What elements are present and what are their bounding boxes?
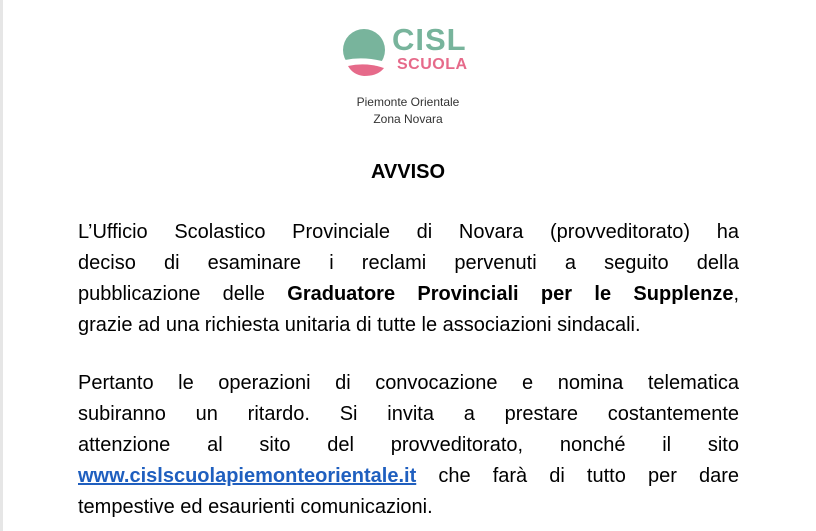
cisl-scuola-logo xyxy=(342,24,472,80)
region-line-1: Piemonte Orientale xyxy=(356,95,460,109)
cisl-logo-icon xyxy=(342,26,390,78)
website-link[interactable]: www.cislscuolapiemonteorientale.it xyxy=(78,465,417,487)
paragraph-2 xyxy=(78,368,739,523)
paragraph-2-line-4 xyxy=(78,461,739,492)
region-line-2: Zona Novara xyxy=(373,112,443,126)
paragraph-1-line-2: deciso di esaminare i reclami pervenuti a seguito della xyxy=(78,252,739,274)
paragraph-1-line-3-pre: pubblicazione delle xyxy=(78,283,288,305)
paragraph-2-line-1: Pertanto le operazioni di convocazione e nomina telematica xyxy=(78,372,739,394)
paragraph-1-line-3 xyxy=(78,279,739,310)
paragraph-1-line-1: L’Ufficio Scolastico Provinciale di Novara (provveditorato) ha xyxy=(78,221,739,243)
page-edge xyxy=(0,0,3,531)
paragraph-2-line-4-post: che farà di tutto per dare xyxy=(416,465,739,487)
paragraph-2-line-3: attenzione al sito del provveditorato, nonché il sito xyxy=(78,434,739,456)
paragraph-1-line-4: grazie ad una richiesta unitaria di tutte le associazioni sindacali. xyxy=(78,314,641,336)
graduatorie-bold-text: Graduatore Provinciali per le Supplenze xyxy=(287,283,734,305)
logo-sub-text: SCUOLA xyxy=(397,56,468,73)
paragraph-1-line-3-post: , xyxy=(733,283,740,305)
logo-brand-text: CISL xyxy=(392,22,467,57)
paragraph-2-line-5: tempestive ed esaurienti comunicazioni. xyxy=(78,496,433,518)
paragraph-1 xyxy=(78,217,739,341)
paragraph-2-line-2: subiranno un ritardo. Si invita a prestare costantemente xyxy=(78,403,739,425)
notice-heading: AVVISO xyxy=(370,161,446,183)
